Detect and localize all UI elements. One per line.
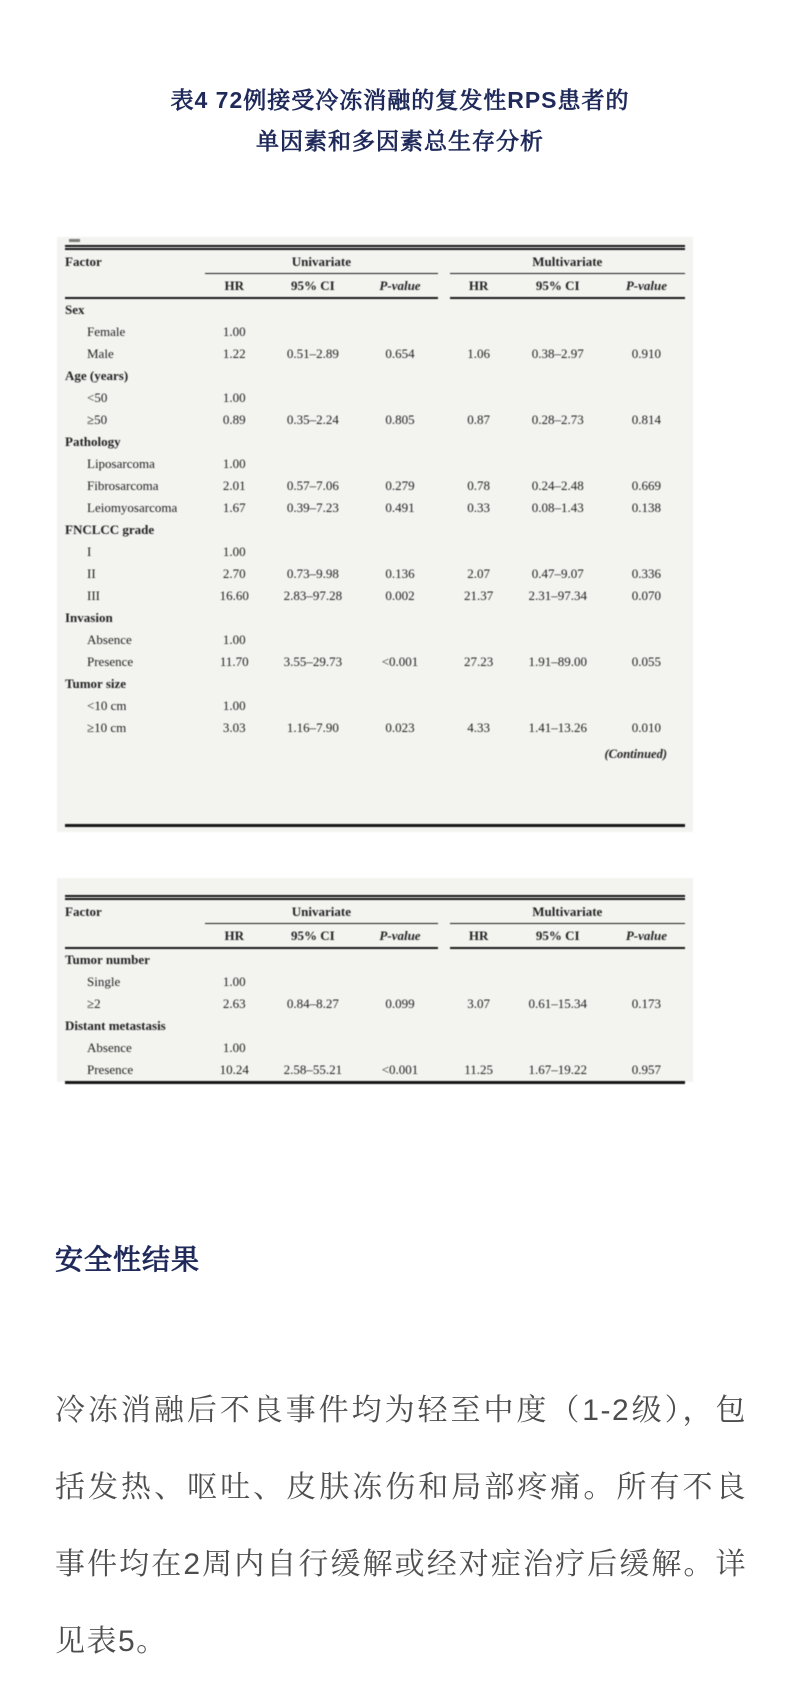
value-cell <box>508 519 608 541</box>
value-cell <box>263 519 362 541</box>
univariate-header: Univariate <box>205 900 437 924</box>
value-cell: 2.70 <box>222 566 246 581</box>
value-cell: 1.16–7.90 <box>286 720 339 735</box>
value-cell <box>205 519 263 541</box>
table-row <box>65 1059 685 1081</box>
table-row <box>65 541 685 563</box>
value-cell <box>450 949 508 971</box>
value-cell <box>608 629 685 651</box>
value-cell: 0.08–1.43 <box>531 500 584 515</box>
value-cell <box>508 971 608 993</box>
value-cell <box>450 629 508 651</box>
table-row <box>65 651 685 673</box>
value-cell <box>263 387 362 409</box>
factor-cell: FNCLCC grade <box>65 522 155 537</box>
column-spacer <box>438 365 450 387</box>
value-cell <box>362 387 437 409</box>
table-caption-line1: 表4 72例接受冷冻消融的复发性RPS患者的 <box>170 87 630 113</box>
value-cell: 1.00 <box>222 544 246 559</box>
value-cell <box>263 673 362 695</box>
value-cell <box>450 365 508 387</box>
value-cell <box>608 453 685 475</box>
value-cell <box>508 321 608 343</box>
hr-header: HR <box>450 924 508 949</box>
factor-cell: ≥2 <box>87 996 101 1011</box>
hr-header: HR <box>450 274 508 299</box>
value-cell: 0.47–9.07 <box>531 566 584 581</box>
pvalue-header: P-value <box>608 274 685 299</box>
column-spacer <box>438 299 450 321</box>
value-cell: 3.03 <box>222 720 246 735</box>
value-cell: 2.58–55.21 <box>283 1062 343 1077</box>
value-cell <box>205 431 263 453</box>
table-row <box>65 717 685 739</box>
value-cell <box>508 299 608 321</box>
group-gap <box>438 900 450 949</box>
value-cell <box>362 365 437 387</box>
value-cell <box>450 453 508 475</box>
value-cell <box>608 431 685 453</box>
value-cell: 2.63 <box>222 996 246 1011</box>
value-cell: <0.001 <box>381 654 419 669</box>
value-cell <box>450 673 508 695</box>
value-cell: 0.51–2.89 <box>286 346 339 361</box>
table-row <box>65 585 685 607</box>
factor-cell: Fibrosarcoma <box>87 478 159 493</box>
value-cell <box>205 365 263 387</box>
column-spacer <box>438 409 450 431</box>
scan-artifact <box>69 239 80 242</box>
value-cell: 0.099 <box>385 996 415 1011</box>
value-cell <box>362 321 437 343</box>
value-cell: 0.279 <box>385 478 415 493</box>
value-cell: 0.87 <box>467 412 490 427</box>
value-cell <box>263 541 362 563</box>
value-cell <box>362 629 437 651</box>
value-cell: 21.37 <box>463 588 494 603</box>
value-cell <box>508 387 608 409</box>
column-spacer <box>438 651 450 673</box>
value-cell <box>608 1015 685 1037</box>
value-cell: <0.001 <box>381 1062 419 1077</box>
value-cell: 0.814 <box>631 412 662 427</box>
value-cell: 3.07 <box>467 996 490 1011</box>
column-spacer <box>438 387 450 409</box>
value-cell: 1.06 <box>467 346 490 361</box>
value-cell <box>608 365 685 387</box>
value-cell <box>608 1037 685 1059</box>
value-cell <box>205 949 263 971</box>
column-spacer <box>438 563 450 585</box>
column-spacer <box>438 497 450 519</box>
ci-header: 95% CI <box>508 274 608 299</box>
value-cell: 0.39–7.23 <box>286 500 339 515</box>
value-cell: 0.336 <box>631 566 662 581</box>
value-cell: 1.22 <box>222 346 246 361</box>
value-cell <box>450 541 508 563</box>
value-cell <box>450 299 508 321</box>
value-cell: 2.31–97.34 <box>528 588 587 603</box>
value-cell <box>362 453 437 475</box>
value-cell: 0.84–8.27 <box>286 996 339 1011</box>
value-cell <box>608 971 685 993</box>
table-caption <box>0 80 800 162</box>
pvalue-header: P-value <box>362 274 437 299</box>
value-cell <box>362 519 437 541</box>
value-cell: 0.002 <box>385 588 415 603</box>
value-cell <box>263 949 362 971</box>
survival-analysis-table-2 <box>65 895 685 1081</box>
value-cell: 4.33 <box>467 720 490 735</box>
value-cell <box>608 321 685 343</box>
value-cell: 0.491 <box>385 500 415 515</box>
value-cell <box>263 629 362 651</box>
value-cell: 1.67–19.22 <box>528 1062 587 1077</box>
safety-results-paragraph: 冷冻消融后不良事件均为轻至中度（1-2级），包括发热、呕吐、皮肤冻伤和局部疼痛。所有不良事件均在2周内自行缓解或经对症治疗后缓解。详见表5。 <box>55 1394 747 1658</box>
table-row <box>65 673 685 695</box>
factor-cell: Presence <box>87 1062 134 1077</box>
column-spacer <box>438 1059 450 1081</box>
value-cell <box>205 299 263 321</box>
column-spacer <box>438 343 450 365</box>
value-cell: 1.00 <box>222 632 246 647</box>
hr-header: HR <box>205 274 263 299</box>
factor-cell: Presence <box>87 654 134 669</box>
value-cell <box>205 1015 263 1037</box>
factor-cell: Sex <box>65 302 85 317</box>
value-cell <box>263 971 362 993</box>
value-cell <box>362 1015 437 1037</box>
factor-cell: Age (years) <box>65 368 129 383</box>
value-cell <box>608 949 685 971</box>
column-spacer <box>438 1015 450 1037</box>
factor-cell: ≥50 <box>87 412 108 427</box>
value-cell <box>608 299 685 321</box>
value-cell <box>263 431 362 453</box>
value-cell: 0.61–15.34 <box>528 996 587 1011</box>
factor-cell: Liposarcoma <box>87 456 155 471</box>
table-row <box>65 695 685 717</box>
value-cell <box>263 453 362 475</box>
factor-cell: Distant metastasis <box>65 1018 166 1033</box>
column-spacer <box>438 971 450 993</box>
pvalue-header: P-value <box>362 924 437 949</box>
column-spacer <box>438 431 450 453</box>
multivariate-header: Multivariate <box>450 250 685 274</box>
value-cell <box>362 1037 437 1059</box>
ci-header: 95% CI <box>263 274 362 299</box>
value-cell <box>608 695 685 717</box>
table-row <box>65 365 685 387</box>
value-cell: 0.023 <box>385 720 415 735</box>
column-spacer <box>438 717 450 739</box>
value-cell: 0.35–2.24 <box>286 412 339 427</box>
table-row <box>65 475 685 497</box>
value-cell <box>362 949 437 971</box>
factor-cell: <10 cm <box>87 698 127 713</box>
group-header-row <box>65 900 685 924</box>
value-cell: 2.83–97.28 <box>283 588 343 603</box>
value-cell <box>362 673 437 695</box>
value-cell <box>450 1037 508 1059</box>
value-cell <box>205 607 263 629</box>
value-cell <box>362 607 437 629</box>
table-row <box>65 409 685 431</box>
factor-cell: Absence <box>87 632 132 647</box>
value-cell <box>450 971 508 993</box>
value-cell <box>362 695 437 717</box>
column-spacer <box>438 585 450 607</box>
table-row <box>65 949 685 971</box>
factor-header: Factor <box>65 900 205 949</box>
value-cell <box>362 541 437 563</box>
value-cell <box>263 1015 362 1037</box>
value-cell: 2.07 <box>467 566 490 581</box>
value-cell: 0.070 <box>631 588 662 603</box>
value-cell: 27.23 <box>463 654 494 669</box>
value-cell: 1.00 <box>222 390 246 405</box>
column-spacer <box>438 695 450 717</box>
factor-cell: Tumor size <box>65 676 127 691</box>
value-cell: 1.00 <box>222 324 246 339</box>
value-cell <box>608 541 685 563</box>
column-spacer <box>438 673 450 695</box>
value-cell <box>362 971 437 993</box>
table-row <box>65 519 685 541</box>
value-cell: 0.957 <box>631 1062 662 1077</box>
factor-cell: Invasion <box>65 610 113 625</box>
column-spacer <box>438 321 450 343</box>
column-spacer <box>438 629 450 651</box>
value-cell: 0.654 <box>385 346 415 361</box>
value-cell <box>508 607 608 629</box>
pvalue-header: P-value <box>608 924 685 949</box>
factor-cell: Absence <box>87 1040 132 1055</box>
ci-header: 95% CI <box>263 924 362 949</box>
value-cell <box>450 607 508 629</box>
column-spacer <box>438 541 450 563</box>
ci-header: 95% CI <box>508 924 608 949</box>
table-caption-line2: 单因素和多因素总生存分析 <box>256 128 544 154</box>
table-bottom-rule <box>65 824 685 827</box>
value-cell <box>450 431 508 453</box>
value-cell <box>608 607 685 629</box>
factor-cell: Single <box>87 974 121 989</box>
value-cell <box>450 519 508 541</box>
factor-cell: ≥10 cm <box>87 720 127 735</box>
scanned-table-univariate-multivariate-part2 <box>57 878 693 1082</box>
group-header-row <box>65 250 685 274</box>
value-cell: 0.055 <box>631 654 662 669</box>
value-cell <box>450 1015 508 1037</box>
value-cell <box>205 673 263 695</box>
value-cell <box>263 365 362 387</box>
value-cell: 1.91–89.00 <box>528 654 587 669</box>
factor-header: Factor <box>65 250 205 299</box>
section-heading-safety-results: 安全性结果 <box>55 1244 201 1275</box>
value-cell <box>508 949 608 971</box>
value-cell <box>263 607 362 629</box>
value-cell: 10.24 <box>219 1062 249 1077</box>
table-row <box>65 497 685 519</box>
value-cell <box>263 299 362 321</box>
table-bottom-rule <box>65 1081 685 1084</box>
column-spacer <box>438 519 450 541</box>
value-cell <box>508 541 608 563</box>
value-cell: 16.60 <box>219 588 249 603</box>
value-cell: 0.173 <box>631 996 662 1011</box>
value-cell: 0.24–2.48 <box>531 478 584 493</box>
value-cell <box>508 1037 608 1059</box>
value-cell <box>508 629 608 651</box>
value-cell: 0.78 <box>467 478 490 493</box>
value-cell <box>263 321 362 343</box>
value-cell <box>450 387 508 409</box>
factor-cell: Female <box>87 324 126 339</box>
value-cell: 0.805 <box>385 412 415 427</box>
value-cell <box>508 1015 608 1037</box>
value-cell <box>508 365 608 387</box>
univariate-header: Univariate <box>205 250 437 274</box>
table-row <box>65 431 685 453</box>
value-cell: 0.57–7.06 <box>286 478 339 493</box>
value-cell <box>362 299 437 321</box>
table-row <box>65 993 685 1015</box>
column-spacer <box>438 949 450 971</box>
table-row <box>65 387 685 409</box>
value-cell: 0.28–2.73 <box>531 412 584 427</box>
value-cell: 1.00 <box>222 456 246 471</box>
value-cell <box>608 673 685 695</box>
value-cell: 11.25 <box>464 1062 493 1077</box>
value-cell: 0.010 <box>631 720 662 735</box>
table-row <box>65 607 685 629</box>
value-cell: 0.89 <box>222 412 246 427</box>
value-cell <box>263 1037 362 1059</box>
value-cell: 0.38–2.97 <box>531 346 584 361</box>
table-row <box>65 321 685 343</box>
value-cell <box>508 431 608 453</box>
survival-analysis-table-1 <box>65 245 685 739</box>
multivariate-header: Multivariate <box>450 900 685 924</box>
value-cell: 1.00 <box>222 974 246 989</box>
factor-cell: II <box>87 566 96 581</box>
value-cell: 0.136 <box>385 566 415 581</box>
value-cell: 2.01 <box>222 478 246 493</box>
column-spacer <box>438 993 450 1015</box>
value-cell <box>508 453 608 475</box>
value-cell: 1.41–13.26 <box>528 720 587 735</box>
value-cell: 0.669 <box>631 478 662 493</box>
value-cell: 1.00 <box>222 1040 246 1055</box>
value-cell <box>450 695 508 717</box>
factor-cell: Tumor number <box>65 952 150 967</box>
group-gap <box>438 250 450 299</box>
factor-cell: I <box>87 544 92 559</box>
table-row <box>65 1015 685 1037</box>
value-cell: 1.67 <box>222 500 246 515</box>
table-row <box>65 1037 685 1059</box>
continued-note: (Continued) <box>604 747 667 761</box>
scanned-table-univariate-multivariate-part1 <box>57 237 693 832</box>
column-spacer <box>438 453 450 475</box>
table2-body <box>65 949 685 1081</box>
table-row <box>65 299 685 321</box>
hr-header: HR <box>205 924 263 949</box>
table1-body <box>65 299 685 739</box>
value-cell <box>450 321 508 343</box>
value-cell: 0.33 <box>467 500 490 515</box>
table-row <box>65 343 685 365</box>
column-spacer <box>438 475 450 497</box>
value-cell: 0.910 <box>631 346 662 361</box>
value-cell: 0.138 <box>631 500 662 515</box>
value-cell <box>508 695 608 717</box>
value-cell: 1.00 <box>222 698 246 713</box>
table-row <box>65 971 685 993</box>
factor-cell: Pathology <box>65 434 121 449</box>
value-cell <box>508 673 608 695</box>
factor-cell: Male <box>87 346 114 361</box>
table-row <box>65 453 685 475</box>
column-spacer <box>438 607 450 629</box>
value-cell <box>362 431 437 453</box>
factor-cell: III <box>87 588 100 603</box>
factor-cell: Leiomyosarcoma <box>87 500 178 515</box>
value-cell <box>608 387 685 409</box>
table-row <box>65 629 685 651</box>
column-spacer <box>438 1037 450 1059</box>
value-cell <box>608 519 685 541</box>
value-cell: 11.70 <box>219 654 249 669</box>
value-cell <box>263 695 362 717</box>
value-cell: 3.55–29.73 <box>283 654 343 669</box>
value-cell: 0.73–9.98 <box>286 566 339 581</box>
table-row <box>65 563 685 585</box>
factor-cell: <50 <box>87 390 108 405</box>
